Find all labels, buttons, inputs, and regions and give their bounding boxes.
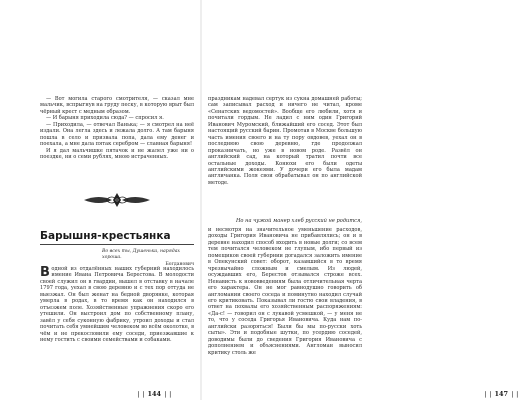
epigraph-line: хороша. [102, 254, 122, 260]
page-number-right [483, 390, 520, 398]
folio-bracket-icon: ❘❘ [161, 390, 173, 398]
paragraph: И я дал мальчишке пятачок и не жалел уже ни о поездке, ни о семи рублях, мною истраченных. [40, 147, 194, 161]
folio-bracket-icon: ❘❘ [483, 390, 495, 398]
right-page [208, 0, 520, 400]
chapter-rule [40, 244, 194, 245]
page-gutter [200, 0, 202, 400]
paragraph: — Приходила, — отвечал Ванька; — я смотрел на неё издали. Она легла здесь и лежала долго. А там барыня пошла в село и призвала попа, дала ему денег и поехала, а мне дала пятак серебром — славная барыня! [40, 121, 194, 148]
page-number: 147 [494, 390, 509, 398]
epigraph-author: Богданович [165, 261, 194, 267]
verse-quote: Но на чужой манер хлеб русский не родится, [235, 218, 362, 224]
right-bottom-text [208, 227, 362, 356]
page-number-left [136, 390, 173, 398]
drop-cap: В [40, 264, 50, 280]
paragraph: праздникам надевал сертук из сукна домашней работы; сам записывал расход и ничего не читал, кроме «Сенатских ведомостей». Вообще его любили, хотя и почитали гордым. Не ладил с ним один Григорий Иванович Муромский, ближайший его сосед. Этот был настоящий русский барин. Промотав в Москве большую часть имения своего и на ту пору овдовев, уехал он в последнюю свою деревню, где продолжал проказничать, но уже в новом роде. Развёл он английский сад, на который тратил почти все остальные доходы. Конюхи его были одеты английскими жокеями. У дочери его была мадам англичанка. Поля свои обрабатывал он по английской методе. [208, 96, 362, 186]
epigraph [102, 249, 194, 267]
paragraph: — И барыня приходила сюда? — спросил я. [46, 115, 164, 122]
left-body-text [40, 266, 194, 343]
paragraph-text: одной из отдалённых наших губерний находилось имение Ивана Петровича Берестова. В молодости своей служил он в гвардии, вышел в отставку в начале 1797 года, уехал в свою деревню и с тех пор оттуда не выезжал. Он был женат на бедной дворянке, которая умерла в родах, в то время как он находился в отъезжем поле. Хозяйственные упражнения скоро его утешили. Он выстроил дом по собственному плану, завёл у себя суконную фабрику, утроил доходы и стал почитать себя умнейшим человеком во всём околотке, в чём и не прекословили ему соседи, приезжавшие к нему гостить с своими семействами и собаками. [40, 266, 194, 343]
page-number: 144 [147, 390, 162, 398]
folio-bracket-icon: ❘❘ [508, 390, 520, 398]
left-top-text [40, 96, 194, 161]
epigraph-line: Во всех ты, Душенька, нарядах [102, 249, 181, 254]
left-page [40, 0, 194, 400]
paragraph: и несмотря на значительное уменьшение расходов, доходы Григория Ивановича не прибавлялись; он и в деревне находил способ входить в новые долги; со всем тем почитался человеком не глупым, ибо первый из помещиков своей губернии догадался заложить имение в Опекунский совет: оборот, казавшийся в то время чрезвычайно сложным и смелым. Из людей, осуждавших его, Берестов отзывался строже всех. Ненависть к нововведениям была отличительная черта его характера. Он не мог равнодушно говорить об англомании своего соседа и поминутно находил случай его критиковать. Показывал ли гостю свои владения, в ответ на похвалы его хозяйственным распоряжениям: «Да-с! — говорил он с лукавой усмешкой, — у меня не то, что у соседа Григорья Ивановича. Куда нам по-английски разоряться! Были бы мы по-русски хоть сыты». Эти и подобные шутки, по усердию соседей, доводимы были до сведения Григория Ивановича с дополнением и объяснениями. Англоман выносил критику столь же [208, 227, 362, 356]
paragraph [40, 266, 194, 343]
folio-bracket-icon: ❘❘ [136, 390, 148, 398]
chapter-title: Барышня-крестьянка [40, 230, 171, 242]
paragraph: — Вот могила старого смотрителя, — сказал мне мальчик, вспрыгнув на груду песку, в которую врыт был чёрный крест с медным образом. [40, 96, 194, 115]
ornament-divider-icon [82, 192, 152, 208]
right-top-text [208, 96, 362, 186]
